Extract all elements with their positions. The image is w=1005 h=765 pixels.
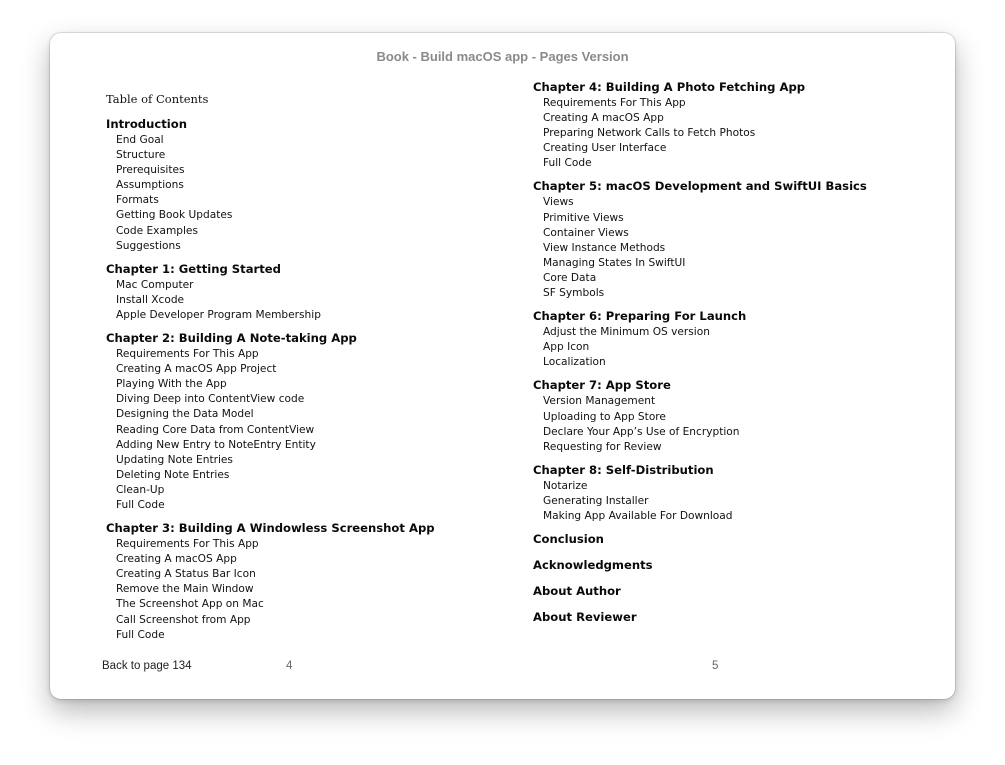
title-bar[interactable] [50, 33, 955, 79]
toc-item-link[interactable]: Clean-Up [116, 483, 165, 496]
toc-item-link[interactable]: Assumptions [116, 179, 184, 192]
toc-chapter-link[interactable]: Chapter 3: Building A Windowless Screenshot App [106, 521, 435, 536]
toc-item-link[interactable]: Core Data [543, 271, 597, 284]
right-page-number: 5 [712, 660, 719, 672]
toc-item-link[interactable]: Declare Your App’s Use of Encryption [543, 425, 740, 438]
left-page [106, 79, 506, 650]
right-page [533, 79, 933, 635]
toc-section [106, 520, 506, 643]
toc-item-link[interactable]: Full Code [116, 498, 165, 511]
toc-standalone-link[interactable]: Acknowledgments [533, 558, 653, 573]
toc-standalone-link[interactable]: About Reviewer [533, 610, 637, 625]
toc-section [106, 330, 506, 513]
toc-item-link[interactable]: Requirements For This App [116, 348, 259, 361]
toc-item-link[interactable]: Deleting Note Entries [116, 468, 230, 481]
toc-item-link[interactable]: Updating Note Entries [116, 453, 233, 466]
toc-chapter-link[interactable]: Chapter 5: macOS Development and SwiftUI Basics [533, 179, 867, 194]
left-page-number: 4 [286, 660, 293, 672]
toc-item-link[interactable]: Views [543, 196, 574, 209]
toc-item-link[interactable]: Mac Computer [116, 278, 194, 291]
toc-item-link[interactable]: End Goal [116, 134, 164, 146]
toc-item-link[interactable]: Full Code [116, 628, 165, 641]
toc-item-link[interactable]: Designing the Data Model [116, 408, 254, 421]
toc-item-link[interactable]: Creating A macOS App [543, 112, 664, 125]
toc-item-link[interactable]: Apple Developer Program Membership [116, 308, 321, 321]
toc-item-link[interactable]: Getting Book Updates [116, 209, 233, 222]
toc-chapter-link[interactable]: Chapter 2: Building A Note-taking App [106, 331, 357, 346]
toc-item-link[interactable]: Call Screenshot from App [116, 613, 251, 626]
toc-item-link[interactable]: Remove the Main Window [116, 583, 254, 596]
left-toc-sections [106, 116, 506, 643]
toc-item-link[interactable]: Managing States In SwiftUI [543, 256, 686, 269]
pages-window [50, 33, 955, 699]
toc-heading: Table of Contents [106, 92, 209, 106]
toc-item-link[interactable]: Uploading to App Store [543, 410, 666, 423]
toc-item-link[interactable]: Install Xcode [116, 293, 185, 306]
toc-item-link[interactable]: Structure [116, 149, 166, 162]
toc-chapter-link[interactable]: Chapter 1: Getting Started [106, 261, 281, 276]
toc-item-link[interactable]: Adding New Entry to NoteEntry Entity [116, 438, 316, 451]
toc-item-link[interactable]: Generating Installer [543, 494, 649, 507]
toc-item-link[interactable]: SF Symbols [543, 287, 605, 300]
toc-item-link[interactable]: Diving Deep into ContentView code [116, 393, 305, 406]
toc-section [533, 178, 933, 301]
window-title: Book - Build macOS app - Pages Version [376, 49, 629, 64]
toc-chapter-link[interactable]: Chapter 6: Preparing For Launch [533, 309, 747, 324]
toc-item-link[interactable]: Reading Core Data from ContentView [116, 423, 315, 436]
back-to-page-link[interactable]: Back to page 134 [102, 660, 192, 672]
toc-section [533, 462, 933, 524]
toc-item-link[interactable]: Adjust the Minimum OS version [543, 326, 710, 339]
toc-item-link[interactable]: Making App Available For Download [543, 509, 733, 522]
toc-item-link[interactable]: Creating A Status Bar Icon [116, 568, 256, 581]
toc-item-link[interactable]: Full Code [543, 157, 592, 170]
toc-item-link[interactable]: Notarize [543, 479, 588, 492]
toc-item-link[interactable]: Code Examples [116, 224, 198, 237]
toc-chapter-link[interactable]: Introduction [106, 117, 187, 131]
toc-item-link[interactable]: Formats [116, 194, 159, 207]
toc-section [533, 79, 933, 171]
toc-item-link[interactable]: Localization [543, 356, 606, 369]
toc-item-link[interactable]: Container Views [543, 226, 629, 239]
toc-item-link[interactable]: Requesting for Review [543, 440, 662, 453]
toc-item-link[interactable]: Requirements For This App [116, 538, 259, 551]
toc-section [106, 261, 506, 323]
toc-item-link[interactable]: Creating A macOS App Project [116, 363, 277, 376]
toc-item-link[interactable]: Suggestions [116, 239, 181, 252]
toc-item-link[interactable]: Playing With the App [116, 378, 227, 391]
right-toc-sections [533, 79, 933, 524]
toc-standalone-link[interactable]: Conclusion [533, 532, 604, 547]
toc-item-link[interactable]: App Icon [543, 341, 590, 354]
toc-item-link[interactable]: Creating A macOS App [116, 553, 237, 566]
toc-item-link[interactable]: Requirements For This App [543, 97, 686, 109]
toc-item-link[interactable]: Primitive Views [543, 211, 624, 224]
toc-item-link[interactable]: Creating User Interface [543, 142, 667, 155]
toc-section [106, 116, 506, 254]
toc-item-link[interactable]: Version Management [543, 395, 656, 408]
toc-chapter-link[interactable]: Chapter 7: App Store [533, 378, 671, 393]
toc-item-link[interactable]: Prerequisites [116, 164, 185, 177]
toc-section [533, 308, 933, 370]
toc-chapter-link[interactable]: Chapter 4: Building A Photo Fetching App [533, 80, 806, 94]
toc-section [533, 377, 933, 454]
right-standalone-entries [533, 531, 933, 626]
toc-standalone-link[interactable]: About Author [533, 584, 621, 599]
toc-item-link[interactable]: Preparing Network Calls to Fetch Photos [543, 127, 756, 140]
toc-item-link[interactable]: View Instance Methods [543, 241, 666, 254]
toc-chapter-link[interactable]: Chapter 8: Self-Distribution [533, 462, 714, 477]
toc-item-link[interactable]: The Screenshot App on Mac [116, 598, 264, 611]
